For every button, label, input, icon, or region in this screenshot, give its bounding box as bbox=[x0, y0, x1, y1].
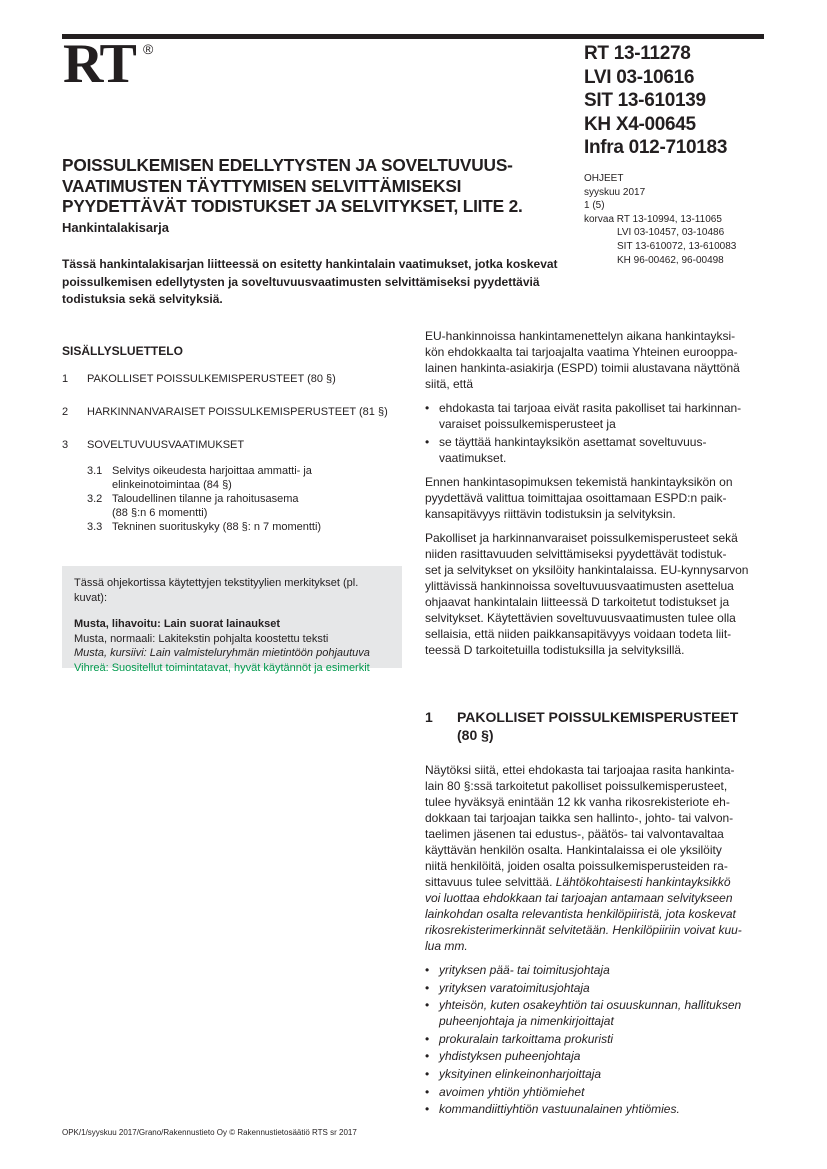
text-line: yksityinen elinkeinonharjoittaja bbox=[439, 1066, 602, 1081]
page-footer: OPK/1/syyskuu 2017/Grano/Rakennustieto Oy © Rakennustietosäätiö RTS sr 2017 bbox=[62, 1128, 357, 1137]
legend-bold: Musta, lihavoitu: Lain suorat lainaukset bbox=[74, 618, 280, 631]
legend-green: Vihreä: Suositellut toimintatavat, hyvät käytännöt ja esimerkit bbox=[74, 661, 370, 674]
text-line: prokuralain tarkoittama prokuristi bbox=[439, 1031, 614, 1046]
text-line: Näytöksi siitä, ettei ehdokasta tai tarjoajaa rasita hankinta- bbox=[425, 763, 735, 777]
list-item bbox=[425, 1084, 765, 1100]
legend-italic: Musta, kursiivi: Lain valmisteluryhmän mietintöön pohjautuva bbox=[74, 647, 370, 660]
toc-item[interactable] bbox=[62, 438, 402, 452]
text-line: EU-hankinnoissa hankintamenettelyn aikana hankintayksi- bbox=[425, 329, 736, 343]
paragraph bbox=[425, 474, 765, 522]
text-line: vaatimukset. bbox=[439, 451, 507, 465]
bullet-list bbox=[425, 400, 765, 466]
title-subtitle: Hankintalakisarja bbox=[62, 219, 169, 235]
text-line: siitä, että bbox=[425, 377, 474, 391]
text-line: varaiset poissulkemisperusteet ja bbox=[439, 417, 616, 431]
text-line: lua mm. bbox=[425, 939, 468, 953]
toc-item-label: SOVELTUVUUSVAATIMUKSET bbox=[87, 439, 245, 451]
list-item bbox=[425, 962, 765, 978]
toc-subitem[interactable] bbox=[87, 520, 402, 534]
toc-item-number: 3 bbox=[62, 439, 69, 451]
toc-subitem-label: (88 §:n 6 momentti) bbox=[112, 507, 208, 519]
list-item bbox=[425, 1048, 765, 1064]
text-line: Pakolliset ja harkinnanvaraiset poissulkemisperusteet sekä bbox=[425, 531, 738, 545]
text-line: • yhteisön, kuten osakeyhtiön tai osuuskunnan, hallituksen bbox=[439, 998, 742, 1013]
list-item bbox=[425, 1031, 765, 1047]
toc-subitem[interactable] bbox=[87, 492, 402, 520]
meta-replaces-line: SIT 13-610072, 13-610083 bbox=[617, 240, 737, 252]
page-title bbox=[62, 155, 582, 237]
text-line: ohjaavat hankintalain liitteessä D tarkoitetut todistukset ja bbox=[425, 595, 730, 609]
text-line: rikosrekisterimerkinnät selvitetään. Henkilöpiiriin voivat kuu- bbox=[425, 923, 742, 937]
top-rule bbox=[62, 34, 764, 39]
registered-mark: ® bbox=[143, 41, 154, 57]
toc-item[interactable] bbox=[62, 405, 402, 419]
meta-date: syyskuu 2017 bbox=[584, 186, 646, 198]
toc-subitem-label: Taloudellinen tilanne ja rahoitusasema bbox=[112, 493, 299, 505]
meta-replaces-line: KH 96-00462, 96-00498 bbox=[617, 254, 724, 266]
list-item bbox=[425, 400, 765, 432]
text-line bbox=[425, 874, 765, 890]
title-heading bbox=[62, 155, 582, 217]
toc-item-number: 2 bbox=[62, 406, 69, 418]
code-sit: SIT 13-610139 bbox=[584, 90, 706, 111]
text-line: lainen hankinta-asiakirja (ESPD) toimii alustavana näyttönä bbox=[425, 361, 740, 375]
text-style-legend bbox=[62, 566, 402, 674]
text-line: selvitykset. Käytettävien soveltuvuusvaatimusten tulee olla bbox=[425, 611, 736, 625]
intro-paragraph bbox=[62, 256, 572, 309]
person-list bbox=[425, 962, 765, 1117]
text-line: dokkaan tai tarjoajan taikka sen hallinto-, johto- tai valvon- bbox=[425, 811, 734, 825]
meta-replaces: korvaa RT 13-10994, 13-11065 bbox=[584, 213, 722, 225]
section-heading-line: (80 §) bbox=[457, 727, 494, 743]
section-number: 1 bbox=[425, 709, 433, 725]
code-infra: Infra 012-710183 bbox=[584, 137, 728, 158]
meta-type: OHJEET bbox=[584, 173, 624, 184]
legend-intro: Tässä ohjekortissa käytettyjen tekstityylien merkitykset (pl. kuvat): bbox=[74, 577, 359, 604]
list-item bbox=[425, 980, 765, 996]
toc-subitem[interactable] bbox=[87, 464, 402, 492]
text-line: voi luottaa ehdokkaan tai tarjoajan antamaan selvitykseen bbox=[425, 891, 733, 905]
logo-text: RT bbox=[63, 33, 135, 95]
text-line: avoimen yhtiön yhtiömiehet bbox=[439, 1084, 585, 1099]
text-line: tulee hyväksyä enintään 12 kk vanha rikosrekisteriote eh- bbox=[425, 795, 730, 809]
text-line: niitä henkilöitä, joiden osalta poissulkemisperusteiden ra- bbox=[425, 859, 728, 873]
text-line: käyttävän henkilön osalta. Hankintalaissa ei ole yksilöity bbox=[425, 843, 722, 857]
text-line: puheenjohtaja ja nimenkirjoittajat bbox=[439, 1014, 614, 1029]
toc-item-number: 1 bbox=[62, 373, 69, 385]
toc-heading: SISÄLLYSLUETTELO bbox=[62, 344, 183, 358]
title-line: VAATIMUSTEN TÄYTTYMISEN SELVITTÄMISEKSI bbox=[62, 175, 462, 196]
text-line: set ja selvitykset on yksilöity hankintalaissa. EU-kynnysarvon bbox=[425, 563, 749, 577]
text-line: pyydettävä valittua toimittajaa osoittamaan ESPD:n paik- bbox=[425, 491, 727, 505]
text-line: kommandiittiyhtiön vastuunalainen yhtiömies. bbox=[439, 1102, 680, 1117]
code-kh: KH X4-00645 bbox=[584, 113, 696, 135]
table-of-contents bbox=[62, 344, 402, 534]
intro-line: Tässä hankintalakisarjan liitteessä on esitetty hankintalain vaatimukset, jotka koskevat bbox=[62, 257, 558, 271]
toc-item-label: HARKINNANVARAISET POISSULKEMISPERUSTEET (81 §) bbox=[87, 406, 388, 418]
toc-subitem-label: elinkeinotoimintaa (84 §) bbox=[112, 479, 232, 491]
text-normal: sittavuus tulee selvittää. bbox=[425, 875, 556, 889]
title-line: POISSULKEMISEN EDELLYTYSTEN JA SOVELTUVUUS- bbox=[62, 155, 513, 175]
text-line: Ennen hankintasopimuksen tekemistä hankintayksikön on bbox=[425, 475, 733, 489]
toc-subitem-number: 3.1 bbox=[87, 465, 103, 477]
document-meta bbox=[584, 172, 736, 267]
paragraph bbox=[425, 762, 765, 954]
text-line: sellaisia, että niiden paikkansapitävyys voidaan todeta liit- bbox=[425, 627, 732, 641]
list-item bbox=[425, 434, 765, 466]
intro-line: todistuksia sekä selvityksiä. bbox=[62, 292, 223, 306]
section-heading-line: PAKOLLISET POISSULKEMISPERUSTEET bbox=[457, 709, 739, 725]
text-line: • se täyttää hankintayksikön asettamat soveltuvuus- bbox=[439, 435, 707, 449]
text-line: teessä D tarkoitetuilla todistuksilla ja selvityksillä. bbox=[425, 643, 685, 657]
title-line: PYYDETTÄVÄT TODISTUKSET JA SELVITYKSET, LIITE 2. bbox=[62, 196, 523, 216]
toc-subitem-label: Selvitys oikeudesta harjoittaa ammatti- ja bbox=[112, 465, 312, 477]
text-line: lain 80 §:ssä tarkoitetut pakolliset poissulkemisperusteet, bbox=[425, 779, 728, 793]
list-item bbox=[425, 1066, 765, 1082]
text-line: yrityksen varatoimitusjohtaja bbox=[439, 980, 590, 995]
legend-normal: Musta, normaali: Lakitekstin pohjalta koostettu teksti bbox=[74, 632, 329, 645]
toc-subitem-number: 3.2 bbox=[87, 493, 103, 505]
code-lvi: LVI 03-10616 bbox=[584, 66, 695, 88]
text-italic: Lähtökohtaisesti hankintayksikkö bbox=[555, 875, 731, 889]
section-1-heading bbox=[425, 708, 765, 744]
text-line: taelimen jäsenen tai edustus-, päätös- tai valvontavaltaa bbox=[425, 827, 724, 841]
document-codes bbox=[584, 42, 727, 160]
right-column-intro bbox=[425, 328, 765, 666]
text-line: kansapitävyys riittävin todistuksin ja selvityksin. bbox=[425, 507, 676, 521]
toc-item-label: PAKOLLISET POISSULKEMISPERUSTEET (80 §) bbox=[87, 373, 336, 385]
text-line: • ehdokasta tai tarjoaa eivät rasita pakolliset tai harkinnan- bbox=[439, 401, 742, 415]
section-1-body bbox=[425, 762, 765, 1119]
text-line: ylittävissä hankinnoissa soveltuvuusvaatimusten asettelua bbox=[425, 579, 734, 593]
text-line: kön ehdokkaalta tai tarjoajalta vaatima Yhteinen eurooppa- bbox=[425, 345, 738, 359]
text-line: yhdistyksen puheenjohtaja bbox=[439, 1049, 581, 1064]
list-item bbox=[425, 1101, 765, 1117]
paragraph bbox=[425, 530, 765, 658]
meta-pages: 1 (5) bbox=[584, 200, 605, 212]
list-item bbox=[425, 997, 765, 1029]
rt-logo bbox=[63, 33, 163, 95]
intro-line: poissulkemisen edellytysten ja soveltuvuusvaatimusten selvittämiseksi pyydettäviä bbox=[62, 274, 540, 289]
paragraph bbox=[425, 328, 765, 392]
toc-subitem-label: Tekninen suorituskyky (88 §: n 7 momentti) bbox=[112, 521, 322, 533]
code-rt: RT 13-11278 bbox=[584, 43, 691, 64]
toc-subitems bbox=[62, 464, 402, 534]
toc-item[interactable] bbox=[62, 372, 402, 386]
text-line: yrityksen pää- tai toimitusjohtaja bbox=[439, 963, 610, 977]
toc-subitem-number: 3.3 bbox=[87, 521, 103, 533]
text-line: niiden rasittavuuden selvittämiseksi pyydettävät todistuk- bbox=[425, 547, 727, 561]
meta-replaces-line: LVI 03-10457, 03-10486 bbox=[617, 227, 725, 239]
text-line: lainkohdan osalta relevantista henkilöpiiristä, jota koskevat bbox=[425, 907, 736, 921]
